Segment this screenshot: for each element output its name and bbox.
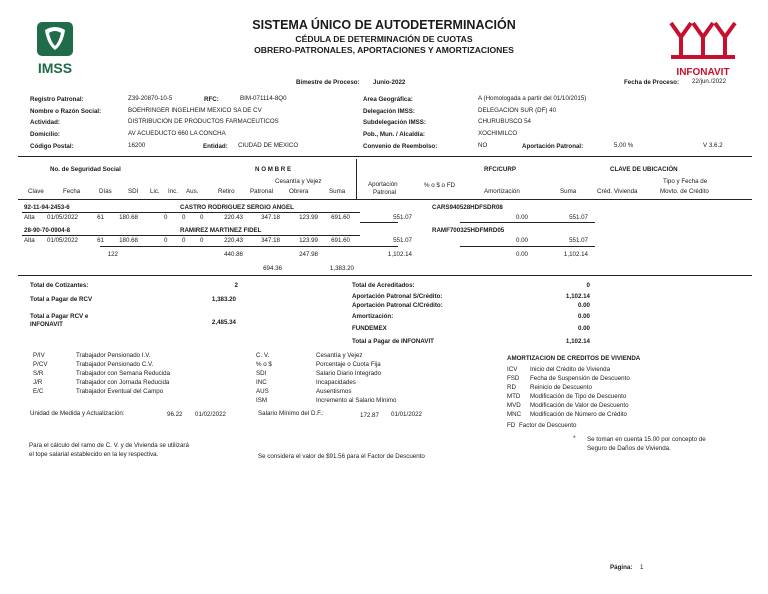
amortizacion-legend-title: AMORTIZACION DE CREDITOS DE VIVIENDA: [507, 355, 641, 362]
legend-code: E/C: [33, 388, 44, 395]
aportacion-value: 5.00 %: [614, 142, 634, 149]
nombre-value: BOEHRINGER INGELHEIM MEXICO SA DE CV: [128, 107, 262, 114]
legend-desc: Trabajador con Semana Reducida: [76, 370, 171, 377]
col-suma: Suma: [329, 188, 346, 195]
legend-desc: Cesantía y Vejez: [316, 352, 363, 359]
col-aus: Aus.: [186, 188, 199, 195]
registro-label: Registro Patronal:: [30, 96, 84, 103]
delegacion-label: Delegación IMSS:: [363, 108, 415, 115]
uma-date: 01/02/2022: [195, 411, 226, 418]
worker-1-suma-rule: [460, 222, 595, 223]
worker-2-obrera: 123.99: [299, 237, 318, 244]
note-right-star: *: [573, 435, 576, 442]
note-left-1: Para el cálculo del ramo de C. V. y de Vivienda se utilizará: [29, 442, 189, 449]
area-value: A (Homologada a partir del 01/10/2015): [478, 95, 587, 102]
con-credito-label: Aportación Patronal C/Crédito:: [352, 302, 443, 309]
worker-1-rule: [22, 212, 360, 213]
worker-1-amortizacion: 0.00: [515, 214, 528, 221]
note-middle: Se considera el valor de $91.56 para el Factor de Descuento: [258, 453, 425, 460]
infonavit-logo-text: INFONAVIT: [676, 67, 730, 78]
acreditados-label: Total de Acreditados:: [352, 282, 415, 289]
worker-2-nss: 28-90-70-0904-8: [24, 227, 71, 234]
total-aportacion: 1,102.14: [387, 251, 412, 258]
area-label: Area Geográfica:: [363, 96, 413, 103]
col-rfc-curp: RFC/CURP: [484, 166, 516, 173]
legend-desc: Fecha de Suspensión de Descuento: [530, 375, 630, 382]
legend-code: S/R: [33, 370, 44, 377]
legend-desc: Porcentaje o Cuota Fija: [316, 361, 381, 368]
col-aportacion-2: Patronal: [373, 189, 397, 196]
col-obrera: Obrera: [289, 188, 309, 195]
delegacion-value: DELEGACION SUR (DF) 40: [478, 107, 557, 114]
aportacion-label: Aportación Patronal:: [522, 143, 584, 150]
legend-code: J/R: [33, 379, 43, 386]
page-number: 1: [640, 564, 644, 571]
worker-2-totals-rule: [100, 246, 360, 247]
subdelegacion-label: Subdelegación IMSS:: [363, 119, 426, 126]
worker-1-aus: 0: [200, 214, 204, 221]
legend-code: ISM: [256, 397, 268, 404]
legend-code: AUS: [256, 388, 269, 395]
legend-code: SDI: [256, 370, 267, 377]
rcv-value: 1,383.20: [211, 296, 236, 303]
total-dias: 122: [107, 251, 118, 258]
entidad-label: Entidad:: [203, 143, 228, 150]
worker-1-patronal: 347.18: [261, 214, 280, 221]
col-amortizacion: Amortización: [484, 188, 520, 195]
total-amortizacion: 0.00: [515, 251, 528, 258]
worker-2-suma-rule: [460, 246, 595, 247]
rcv-infonavit-label-2: INFONAVIT: [30, 321, 63, 328]
amortizacion-label: Amortización:: [352, 313, 394, 320]
cp-value: 16200: [128, 142, 146, 149]
worker-1-fecha: 01/05/2022: [47, 214, 78, 221]
worker-1-name: CASTRO RODRIGUEZ SERGIO ANGEL: [180, 204, 294, 211]
summary-top-rule: [18, 275, 752, 276]
total-cyv: 694.36: [263, 265, 282, 272]
col-aportacion-1: Aportación: [368, 181, 398, 188]
fecha-proceso-value: 22/jun./2022: [692, 78, 727, 85]
legend-code: FSD: [507, 375, 520, 382]
legend-code: C. V.: [256, 352, 270, 359]
table-header-rule: [18, 199, 752, 200]
col-retiro: Retiro: [218, 188, 235, 195]
worker-2-suma: 691.60: [331, 237, 350, 244]
rfc-value: BIM-071114-8Q0: [240, 95, 287, 102]
worker-1-aportacion-rule: [360, 222, 398, 223]
col-nss: No. de Seguridad Social: [50, 166, 121, 173]
col-suma-2: Suma: [560, 188, 577, 195]
legend-desc: Salario Diario Integrado: [316, 370, 382, 377]
col-lic: Lic.: [150, 188, 160, 195]
worker-1-sdi: 180.68: [119, 214, 138, 221]
legend-desc: Inicio del Crédito de Vivienda: [530, 366, 611, 373]
legend-desc: Modificación de Tipo de Descuento: [530, 393, 627, 400]
note-right-2: Seguro de Daños de Vivienda.: [587, 445, 671, 452]
pob-label: Pob., Mun. / Alcaldía:: [363, 131, 425, 138]
cotizantes-value: 2: [234, 282, 238, 289]
fundemex-label: FUNDEMEX: [352, 325, 387, 332]
worker-2-aportacion: 551.07: [393, 237, 412, 244]
worker-2-inc: 0: [182, 237, 186, 244]
worker-2-rfc: RAMF700325HDFMRD05: [432, 227, 505, 234]
actividad-label: Actividad:: [30, 119, 60, 126]
legend-desc: Ausentismos: [316, 388, 352, 395]
domicilio-value: AV ACUEDUCTO 660 LA CONCHA: [128, 130, 226, 137]
pob-value: XOCHIMILCO: [478, 130, 518, 137]
legend-code: MNC: [507, 411, 522, 418]
salario-label: Salario Mínimo del D.F.:: [258, 410, 324, 417]
rcv-infonavit-label-1: Total a Pagar RCV e: [30, 313, 89, 320]
col-pct: % o $ o FD: [424, 182, 455, 189]
legend-code: P/CV: [33, 361, 48, 368]
total-suma-2: 1,102.14: [563, 251, 588, 258]
column-divider: [356, 159, 357, 199]
domicilio-label: Domicilio:: [30, 131, 60, 138]
cotizantes-label: Total de Cotizantes:: [30, 282, 89, 289]
worker-2-rule: [22, 235, 360, 236]
worker-1-retiro: 220.43: [224, 214, 243, 221]
col-patronal: Patronal: [250, 188, 274, 195]
uma-value: 96.22: [167, 411, 183, 418]
page-title: SISTEMA ÚNICO DE AUTODETERMINACIÓN: [252, 18, 516, 32]
legend-desc: Factor de Descuento: [519, 422, 577, 429]
legend-code: FD: [507, 422, 516, 429]
worker-2-patronal: 347.18: [261, 237, 280, 244]
legend-desc: Trabajador Eventual del Campo: [76, 388, 164, 395]
col-inc: Inc.: [168, 188, 178, 195]
total-retiro: 440.86: [224, 251, 243, 258]
infonavit-total-label: Total a Pagar de INFONAVIT: [352, 338, 434, 345]
subtitle-2: OBRERO-PATRONALES, APORTACIONES Y AMORTIZACIONES: [254, 45, 514, 55]
worker-2-suma-2: 551.07: [569, 237, 588, 244]
bimestre-value: Junio-2022: [373, 79, 406, 86]
legend-desc: Reinicio de Descuento: [530, 384, 592, 391]
worker-1-obrera: 123.99: [299, 214, 318, 221]
acreditados-value: 0: [586, 282, 590, 289]
subdelegacion-value: CHURUBUSCO 54: [478, 118, 531, 125]
subtitle-1: CÉDULA DE DETERMINACIÓN DE CUOTAS: [295, 34, 473, 44]
legend-code: P/IV: [33, 352, 45, 359]
note-left-2: el tope salarial establecido en la ley respectiva.: [29, 451, 159, 458]
salario-date: 01/01/2022: [391, 411, 422, 418]
legend-desc: Incapacidades: [316, 379, 356, 386]
version-label: V 3.6.2: [703, 142, 723, 149]
legend-desc: Trabajador Pensionado I.V.: [76, 352, 151, 359]
bimestre-label: Bimestre de Proceso:: [296, 79, 360, 86]
worker-1-rfc: CARS940528HDFSDR08: [432, 204, 503, 211]
col-cyv: Cesantía y Vejez: [275, 178, 322, 185]
worker-1-aportacion: 551.07: [393, 214, 412, 221]
rfc-label: RFC:: [204, 96, 219, 103]
worker-2-retiro: 220.43: [224, 237, 243, 244]
imss-logo-text: IMSS: [37, 60, 73, 76]
legend-desc: Trabajador Pensionado C.V.: [76, 361, 154, 368]
col-fecha: Fecha: [63, 188, 81, 195]
actividad-value: DISTRIBUCION DE PRODUCTOS FARMACEUTICOS: [128, 118, 279, 125]
total-suma: 1,383.20: [329, 265, 354, 272]
worker-2-aus: 0: [200, 237, 204, 244]
worker-2-name: RAMIREZ MARTINEZ FIDEL: [180, 227, 262, 234]
salario-value: 172.87: [360, 412, 379, 419]
worker-1-dias: 61: [97, 214, 104, 221]
convenio-label: Convenio de Reembolso:: [363, 143, 438, 150]
col-tipo-1: Tipo y Fecha de: [663, 178, 708, 185]
worker-1-suma: 691.60: [331, 214, 350, 221]
legend-code: MVD: [507, 402, 521, 409]
col-cred-vivienda: Créd. Vivienda: [597, 188, 638, 195]
fundemex-value: 0.00: [577, 325, 590, 332]
uma-label: Unidad de Medida y Actualización:: [30, 410, 125, 417]
rcv-label: Total a Pagar de RCV: [30, 296, 93, 303]
worker-2-lic: 0: [164, 237, 168, 244]
con-credito-value: 0.00: [577, 302, 590, 309]
worker-1-lic: 0: [164, 214, 168, 221]
col-sdi: SDI: [128, 188, 139, 195]
col-nombre: N O M B R E: [255, 166, 292, 173]
worker-2-fecha: 01/05/2022: [47, 237, 78, 244]
legend-code: INC: [256, 379, 267, 386]
worker-2-amortizacion: 0.00: [515, 237, 528, 244]
worker-2-clave: Alta: [24, 237, 35, 244]
legend-desc: Modificación de Valor de Descuento: [530, 402, 629, 409]
worker-1-inc: 0: [182, 214, 186, 221]
amortizacion-value: 0.00: [577, 313, 590, 320]
worker-2-dias: 61: [97, 237, 104, 244]
legend-desc: Incremento al Salario Mínimo: [316, 397, 397, 404]
infonavit-total-value: 1,102.14: [565, 338, 590, 345]
fecha-proceso-label: Fecha de Proceso:: [624, 79, 680, 86]
sin-credito-value: 1,102.14: [565, 293, 590, 300]
nombre-label: Nombre o Razón Social:: [30, 108, 102, 115]
col-dias: Días: [99, 188, 112, 195]
rcv-infonavit-value: 2,485.34: [211, 319, 236, 326]
worker-1-nss: 92-11-94-2453-6: [24, 204, 70, 211]
convenio-value: NO: [478, 142, 488, 149]
col-clave-ubicacion: CLAVE DE UBICACIÓN: [610, 166, 678, 173]
page-label: Página:: [610, 564, 633, 571]
entidad-value: CIUDAD DE MEXICO: [238, 142, 299, 149]
table-top-rule: [18, 156, 752, 157]
worker-1-suma-2: 551.07: [569, 214, 588, 221]
total-obrera: 247.98: [299, 251, 318, 258]
legend-code: % o $: [256, 361, 272, 368]
legend-code: MTD: [507, 393, 521, 400]
col-clave: Clave: [28, 188, 44, 195]
legend-desc: Trabajador con Jornada Reducida: [76, 379, 170, 386]
col-tipo-2: Movto. de Crédito: [660, 188, 709, 195]
worker-2-sdi: 180.68: [119, 237, 138, 244]
sin-credito-label: Aportación Patronal S/Crédito:: [352, 293, 443, 300]
worker-2-aportacion-rule: [360, 246, 398, 247]
legend-desc: Modificación de Número de Crédito: [530, 411, 627, 418]
legend-code: ICV: [507, 366, 518, 373]
note-right-1: Se toman en cuenta 15.00 por concepto de: [587, 436, 706, 443]
worker-1-clave: Alta: [24, 214, 35, 221]
legend-code: RD: [507, 384, 516, 391]
registro-value: Z39-20870-10-5: [128, 95, 173, 102]
cp-label: Código Postal:: [30, 143, 74, 150]
